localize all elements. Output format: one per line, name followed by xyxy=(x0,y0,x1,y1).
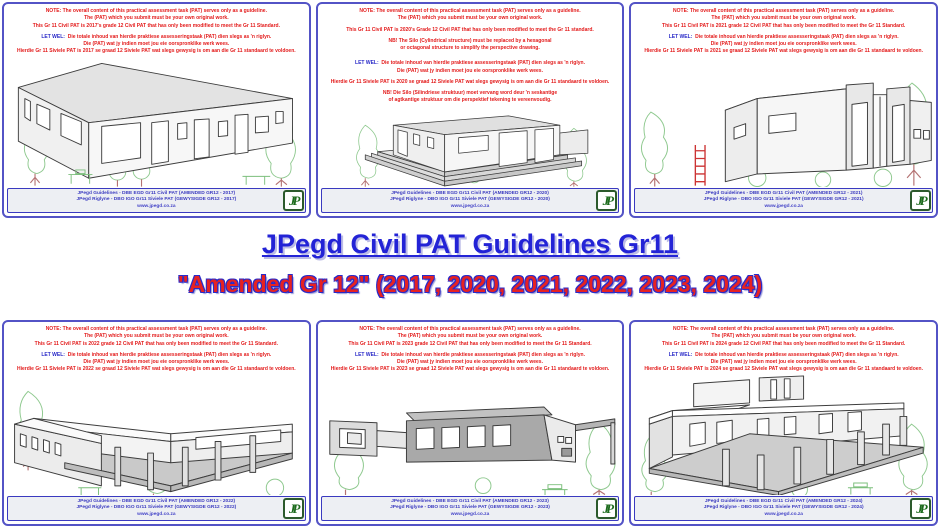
building-drawing-2022 xyxy=(4,374,309,496)
letwel-line: LET WEL: Die totale inhoud van hierdie praktiese assesseringstaak (PAT) dien slegs as 'n riglyn. xyxy=(355,60,585,67)
footer-url[interactable]: www.jpegd.co.za xyxy=(137,511,176,517)
letwel-line: Die (PAT) wat jy indien moet jou eie oorspronklike werk wees. xyxy=(83,359,230,365)
letwel-line: Die (PAT) wat jy indien moet jou eie oorspronklike werk wees. xyxy=(83,41,230,47)
panel-footer-2024 xyxy=(634,496,933,521)
top-panel-row xyxy=(2,2,938,218)
panel-header-2021 xyxy=(631,4,936,56)
panel-header-2020 xyxy=(318,4,623,105)
footer-line-en: JPegd Guidelines - DBE EGD Gr11 Civil PAT (AMENDED GR12 - 2023) xyxy=(391,498,549,504)
building-2023 xyxy=(329,407,614,464)
letwel-line: Die (PAT) wat jy indien moet jou eie oorspronklike werk wees. xyxy=(710,359,857,365)
note-line: This Gr 11 Civil PAT is 2020's Grade 12 Civil PAT that has only been modified to meet the Gr 11 standard. xyxy=(346,26,594,33)
note-line: The (PAT) which you submit must be your own original work. xyxy=(397,333,543,340)
footer-text xyxy=(322,499,619,518)
footer-line-en: JPegd Guidelines - DBE EGD Gr11 Civil PAT (AMENDED GR12 - 2017) xyxy=(77,190,236,196)
note-line: NOTE: The overall content of this practical assessment task (PAT) serves only as a guideline. xyxy=(45,326,267,332)
footer-line-af: JPegd Riglyne - DBO IGO Gr11 Siviele PAT (GEWYSIGDE GR12 - 2024) xyxy=(703,505,864,511)
panel-footer-2017 xyxy=(7,188,306,213)
footer-text xyxy=(8,499,305,518)
building-2021 xyxy=(726,83,932,182)
panel-footer-2023 xyxy=(321,496,620,521)
letwel-line: Die (PAT) wat jy indien moet jou eie oorspronklike werk wees. xyxy=(397,359,543,365)
note-line: The (PAT) which you submit must be your own original work. xyxy=(84,333,229,340)
footer-url[interactable]: www.jpegd.co.za xyxy=(764,203,803,209)
note-line: The (PAT) which you submit must be your own original work. xyxy=(711,333,856,340)
drawing-area-2022 xyxy=(4,374,309,496)
note-line: NOTE: The overall content of this practical assessment task (PAT) serves only as a guideline. xyxy=(45,8,267,14)
letwel-line: LET WEL: Die totale inhoud van hierdie praktiese assesseringstaak (PAT) dien slegs as 'n riglyn. xyxy=(668,33,899,40)
footer-url[interactable]: www.jpegd.co.za xyxy=(764,511,803,517)
ladder-icon xyxy=(696,144,706,185)
tree-trunk xyxy=(345,489,604,495)
building-drawing-2021 xyxy=(631,56,936,188)
main-title: JPegd Civil PAT Guidelines Gr11 xyxy=(261,229,679,259)
nb-line: of agtkantige struktuur om die perspektief tekening te vereenvoudig. xyxy=(388,97,552,104)
bottom-panel-row xyxy=(2,320,938,526)
note-line: The (PAT) which you submit must be your own original work. xyxy=(84,15,229,22)
footer-url[interactable]: www.jpegd.co.za xyxy=(450,203,490,209)
letwel-label: LET WEL: xyxy=(355,60,379,67)
drawing-area-2017 xyxy=(4,56,309,188)
letwel-label: LET WEL: xyxy=(41,33,65,40)
building-2024 xyxy=(650,375,924,495)
jp-logo: JP xyxy=(596,498,617,519)
building-drawing-2017 xyxy=(4,56,309,188)
letwel-line: Hierdie Gr 11 Siviele PAT is 2017 se graad 12 Siviele PAT wat slegs gewysig is om aan die Gr 11 standaard te voldoen. xyxy=(17,48,296,55)
footer-line-en: JPegd Guidelines - DBE EGD Gr11 Civil PAT (AMENDED GR12 - 2021) xyxy=(704,190,863,196)
footer-url[interactable]: www.jpegd.co.za xyxy=(450,511,490,517)
footer-line-af: JPegd Riglyne - DBO IGO Gr11 Siviele PAT (GEWYSIGDE GR12 - 2021) xyxy=(703,197,864,203)
pat-panel-2022 xyxy=(2,320,311,526)
letwel-line: Die (PAT) wat jy indien moet jou eie oorspronklike werk wees. xyxy=(397,67,543,74)
title-band xyxy=(0,219,940,320)
garden-furniture xyxy=(78,487,101,495)
note-line: NOTE: The overall content of this practical assessment task (PAT) serves only as a guideline. xyxy=(359,326,581,332)
drawing-area-2021 xyxy=(631,56,936,188)
nb-line: NB! The Silo (Cylindrical structure) must be replaced by a hexagonal xyxy=(388,37,552,44)
pat-panel-2024 xyxy=(629,320,938,526)
footer-line-af: JPegd Riglyne - DBO IGO Gr11 Siviele PAT (GEWYSIGDE GR12 - 2022) xyxy=(76,505,237,511)
panel-header-2024 xyxy=(631,322,936,374)
letwel-line: LET WEL: Die totale inhoud van hierdie praktiese assesseringstaak (PAT) dien slegs as 'n riglyn. xyxy=(668,351,899,358)
footer-text xyxy=(8,191,305,210)
pat-panel-2021 xyxy=(629,2,938,218)
letwel-label: LET WEL: xyxy=(668,351,693,358)
footer-line-af: JPegd Riglyne - DBO IGO Gr11 Siviele PAT (GEWYSIGDE GR12 - 2023) xyxy=(390,505,550,511)
nb-line: or octagonal structure to simplify the perspective drawing. xyxy=(400,45,540,51)
letwel-label: LET WEL: xyxy=(355,351,379,358)
letwel-label: LET WEL: xyxy=(668,33,693,40)
footer-text xyxy=(635,191,932,210)
footer-line-en: JPegd Guidelines - DBE EGD Gr11 Civil PAT (AMENDED GR12 - 2024) xyxy=(704,498,863,504)
letwel-line: LET WEL: Die totale inhoud van hierdie praktiese assesseringstaak (PAT) dien slegs as 'n riglyn. xyxy=(41,33,272,40)
panel-footer-2021 xyxy=(634,188,933,213)
note-line: This Gr 11 Civil PAT is 2017's grade 12 Civil PAT that has only been modified to meet the Gr 11 Standard. xyxy=(32,22,280,29)
letwel-line: Hierdie Gr 11 Siviele PAT is 2024 se graad 12 Siviele PAT wat slegs gewysig is om aan die Gr 11 standaard te voldoen. xyxy=(644,366,923,373)
footer-line-en: JPegd Guidelines - DBE EGD Gr11 Civil PAT (AMENDED GR12 - 2022) xyxy=(77,498,236,504)
note-line: This Gr 11 Civil PAT is 2022 grade 12 Civil PAT that has only been modified to meet the Gr 11 Standard. xyxy=(34,340,278,347)
note-line: The (PAT) which you submit must be your own original work. xyxy=(711,15,856,22)
building-drawing-2020 xyxy=(318,105,623,188)
footer-line-af: JPegd Riglyne - DBO IGO Gr11 Siviele PAT (GEWYSIGDE GR12 - 2020) xyxy=(390,197,550,203)
letwel-line: Hierdie Gr 11 Siviele PAT is 2023 se graad 12 Siviele PAT wat slegs gewysig is om aan die Gr 11 standaard te voldoen. xyxy=(330,366,610,373)
garden-furniture xyxy=(542,484,568,495)
jp-logo: JP xyxy=(910,190,931,211)
jp-logo: JP xyxy=(283,190,304,211)
note-line: This Gr 11 Civil PAT is 2023 grade 12 Civil PAT that has only been modified to meet the Gr 11 Standard. xyxy=(348,340,592,347)
letwel-line: Hierdie Gr 11 Siviele PAT is 2020 se graad 12 Siviele PAT wat slegs gewysig is om aan die Gr 11 standaard te voldoen. xyxy=(330,78,610,85)
drawing-area-2020 xyxy=(318,105,623,188)
pat-panel-2017 xyxy=(2,2,311,218)
building-drawing-2024 xyxy=(631,374,936,496)
note-line: The (PAT) which you submit must be your own original work. xyxy=(397,15,543,22)
building-2020 xyxy=(365,115,588,185)
garden-furniture xyxy=(848,482,873,494)
panel-header-2022 xyxy=(4,322,309,374)
sub-title: "Amended Gr 12" (2017, 2020, 2021, 2022, 2023, 2024) xyxy=(177,271,763,297)
building-2017 xyxy=(18,63,292,178)
panel-header-2023 xyxy=(318,322,623,374)
panel-header-2017 xyxy=(4,4,309,56)
letwel-label: LET WEL: xyxy=(41,351,65,358)
drawing-area-2023 xyxy=(318,374,623,496)
letwel-line: LET WEL: Die totale inhoud van hierdie praktiese assesseringstaak (PAT) dien slegs as 'n riglyn. xyxy=(355,351,585,358)
jp-logo: JP xyxy=(910,498,931,519)
panel-footer-2022 xyxy=(7,496,306,521)
note-line: NOTE: The overall content of this practical assessment task (PAT) serves only as a guideline. xyxy=(673,8,895,14)
drawing-area-2024 xyxy=(631,374,936,496)
tree-trunk xyxy=(30,173,287,186)
building-drawing-2023 xyxy=(318,374,623,496)
footer-line-af: JPegd Riglyne - DBO IGO Gr11 Siviele PAT (GEWYSIGDE GR12 - 2017) xyxy=(76,197,237,203)
pat-panel-2023 xyxy=(316,320,625,526)
note-line: NOTE: The overall content of this practical assessment task (PAT) serves only as a guideline. xyxy=(359,8,581,14)
footer-line-en: JPegd Guidelines - DBE EGD Gr11 Civil PAT (AMENDED GR12 - 2020) xyxy=(391,190,549,196)
pat-panel-2020 xyxy=(316,2,625,218)
jp-logo: JP xyxy=(596,190,617,211)
note-line: This Gr 11 Civil PAT is 2024 grade 12 Civil PAT that has only been modified to meet the Gr 11 Standard. xyxy=(662,340,906,347)
panel-footer-2020 xyxy=(321,188,620,213)
nb-line: NB! Die Silo (Silindriese struktuur) moet vervang word deur 'n seskantige xyxy=(382,90,558,96)
letwel-line: Hierdie Gr 11 Siviele PAT is 2021 se graad 12 Siviele PAT wat slegs gewysig is om aan die Gr 11 standaard te voldoen. xyxy=(644,48,923,55)
note-line: This Gr 11 Civil PAT is 2021 grade 12 Civil PAT that has only been modified to meet the Gr 11 Standard. xyxy=(662,22,906,29)
letwel-line: Hierdie Gr 11 Siviele PAT is 2022 se graad 12 Siviele PAT wat slegs gewysig is om aan die Gr 11 standaard te voldoen. xyxy=(17,366,296,373)
footer-text xyxy=(322,191,619,210)
letwel-line: LET WEL: Die totale inhoud van hierdie praktiese assesseringstaak (PAT) dien slegs as 'n riglyn. xyxy=(41,351,272,358)
footer-url[interactable]: www.jpegd.co.za xyxy=(137,203,176,209)
footer-text xyxy=(635,499,932,518)
building-2022 xyxy=(15,418,293,491)
jp-logo: JP xyxy=(283,498,304,519)
note-line: NOTE: The overall content of this practical assessment task (PAT) serves only as a guideline. xyxy=(673,326,895,332)
letwel-line: Die (PAT) wat jy indien moet jou eie oorspronklike werk wees. xyxy=(710,41,857,47)
